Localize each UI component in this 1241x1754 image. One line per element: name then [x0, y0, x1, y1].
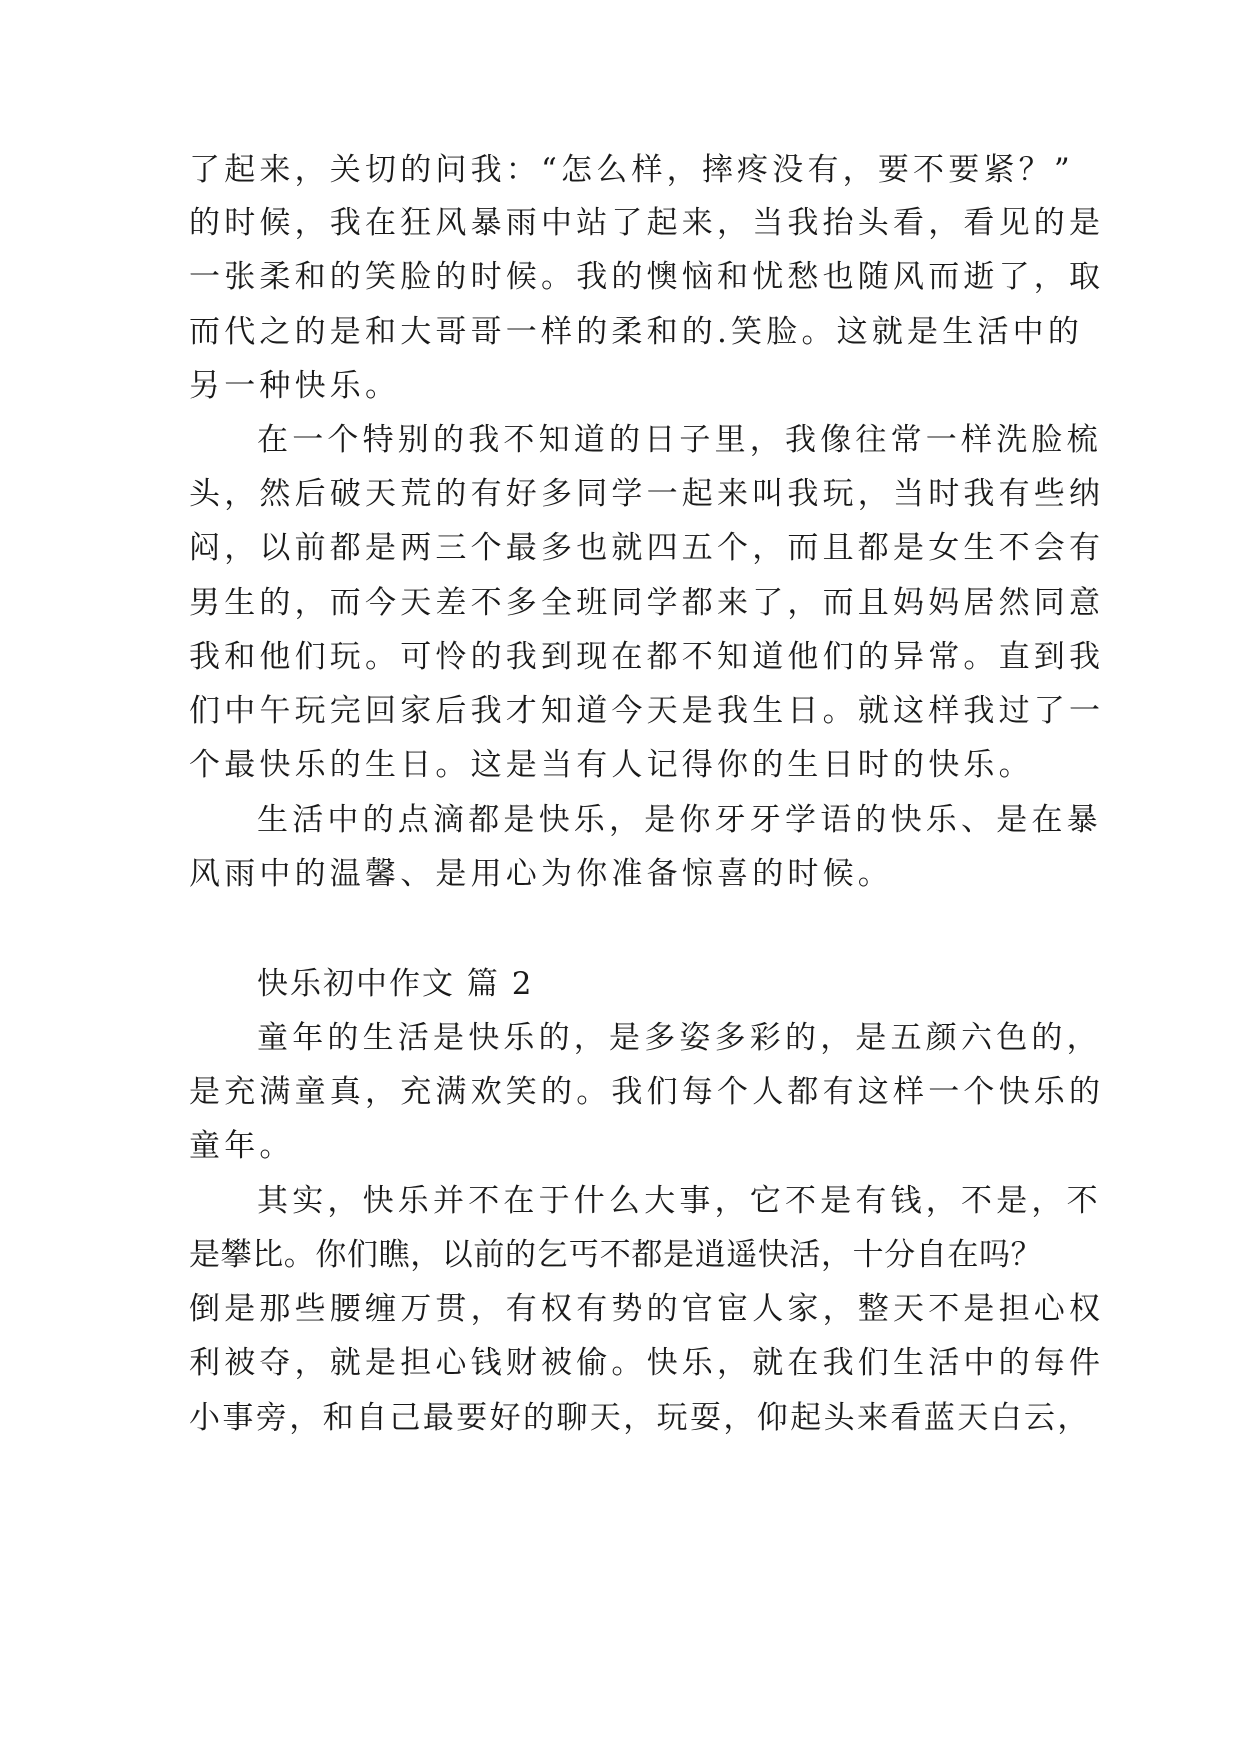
- text-line: 们中午玩完回家后我才知道今天是我生日。就这样我过了一: [189, 693, 1105, 729]
- text-line: 个最快乐的生日。这是当有人记得你的生日时的快乐。: [189, 747, 1034, 783]
- text-line: 风雨中的温馨、是用心为你准备惊喜的时候。: [189, 856, 893, 892]
- text-line: 是充满童真，充满欢笑的。我们每个人都有这样一个快乐的: [189, 1074, 1105, 1110]
- paragraph-start-line: 其实，快乐并不在于什么大事，它不是有钱，不是，不: [257, 1183, 1102, 1219]
- paragraph-start-line: 在一个特别的我不知道的日子里，我像往常一样洗脸梳: [257, 422, 1102, 458]
- text-line: 倒是那些腰缠万贯，有权有势的官宦人家，整天不是担心权: [189, 1291, 1105, 1327]
- paragraph-start-line: 生活中的点滴都是快乐，是你牙牙学语的快乐、是在暴: [257, 802, 1102, 838]
- text-line: 童年。: [189, 1128, 295, 1164]
- text-line: 一张柔和的笑脸的时候。我的懊恼和忧愁也随风而逝了，取: [189, 259, 1105, 295]
- paragraph-start-line: 童年的生活是快乐的，是多姿多彩的，是五颜六色的，: [257, 1020, 1102, 1056]
- text-line: 我和他们玩。可怜的我到现在都不知道他们的异常。直到我: [189, 639, 1105, 675]
- text-line: 小事旁，和自己最要好的聊天，玩耍，仰起头来看蓝天白云，: [189, 1400, 1091, 1436]
- section-title: 快乐初中作文 篇 2: [257, 966, 534, 1002]
- text-line: 的时候，我在狂风暴雨中站了起来，当我抬头看，看见的是: [189, 205, 1105, 241]
- text-line: 而代之的是和大哥哥一样的柔和的.笑脸。这就是生活中的: [189, 314, 1084, 350]
- text-line: 男生的，而今天差不多全班同学都来了，而且妈妈居然同意: [189, 585, 1105, 621]
- text-line: 头，然后破天荒的有好多同学一起来叫我玩，当时我有些纳: [189, 476, 1105, 512]
- text-line: 是攀比。你们瞧，以前的乞丐不都是逍遥快活，十分自在吗？: [189, 1237, 1043, 1273]
- text-line: 了起来，关切的问我：“怎么样，摔疼没有，要不要紧？”: [189, 152, 1074, 188]
- text-line: 另一种快乐。: [189, 368, 401, 404]
- text-line: 闷，以前都是两三个最多也就四五个，而且都是女生不会有: [189, 530, 1105, 566]
- text-line: 利被夺，就是担心钱财被偷。快乐，就在我们生活中的每件: [189, 1345, 1105, 1381]
